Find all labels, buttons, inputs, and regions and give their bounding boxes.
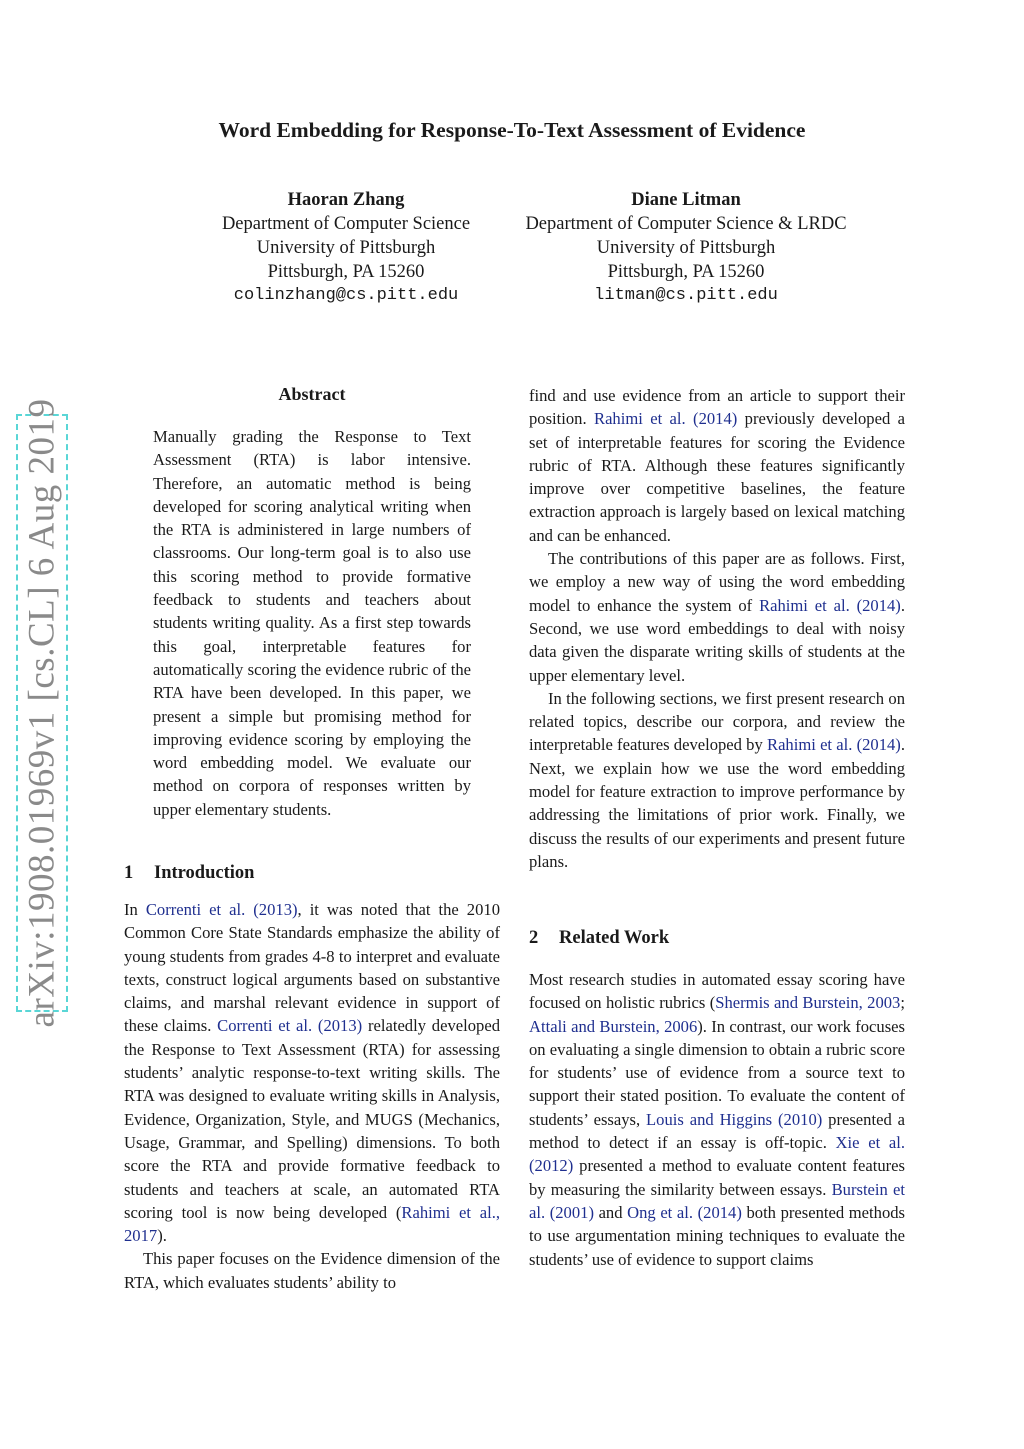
citation-link[interactable]: Ong et al. (2014) (627, 1202, 742, 1222)
text-run: . Next, we explain how we use the word embedding model for feature extraction to improve performance by addressing the limitations of prior work. Finally, we discuss the results of our experiments and present future plans. (529, 735, 905, 871)
section-title: Related Work (559, 928, 670, 948)
citation-link[interactable]: Correnti et al. (2013) (217, 1016, 363, 1036)
text-run: find and use evidence from an article to support their position. (529, 386, 905, 429)
text-run: both presented methods to use argumentation mining techniques to evaluate the students’ use of evidence to support claims (529, 1202, 905, 1269)
left-column-body (124, 898, 500, 1294)
author-university: University of Pittsburgh (596, 238, 776, 258)
citation-link[interactable]: Burstein et al. (2001) (529, 1179, 905, 1222)
citation-link[interactable]: Shermis and Burstein, 2003 (715, 993, 901, 1013)
section-number: 2 (529, 928, 539, 948)
author-email: colinzhang@cs.pitt.edu (233, 286, 459, 305)
section-heading-related-work (529, 928, 669, 949)
citation-link[interactable]: Xie et al. (2012) (529, 1133, 905, 1176)
related-paragraph-1 (529, 968, 905, 1271)
author-name: Haoran Zhang (287, 190, 405, 210)
arxiv-stamp-text: arXiv:1908.01969v1 [cs.CL] 6 Aug 2019 (21, 398, 63, 1028)
author-location: Pittsburgh, PA 15260 (267, 262, 425, 282)
section-title: Introduction (154, 863, 255, 883)
intro-paragraph-2-continued (529, 384, 905, 547)
text-run: ). In contrast, our work focuses on evaluating a single dimension to obtain a rubric score for students’ use of evidence from a source text to support their stated position. To evaluate the content of students’ essays, (529, 1016, 905, 1129)
author-email: litman@cs.pitt.edu (594, 286, 778, 305)
text-run: . Second, we use word embeddings to deal with noisy data given the disparate writing skills of students at the upper elementary level. (529, 595, 905, 685)
right-column-body (529, 384, 905, 873)
author-block-1 (205, 188, 487, 308)
intro-paragraph-4 (529, 687, 905, 873)
text-run: Most research studies in automated essay scoring have focused on holistic rubrics ( (529, 970, 905, 1013)
intro-paragraph-2: This paper focuses on the Evidence dimension of the RTA, which evaluates students’ ability to (124, 1249, 500, 1292)
abstract-body (153, 425, 471, 821)
text-run: The contributions of this paper are as follows. First, we employ a new way of using the word embedding model to enhance the system of (529, 549, 905, 615)
section-heading-introduction (124, 863, 254, 884)
citation-link[interactable]: Rahimi et al., 2017 (124, 1202, 500, 1246)
citation-link[interactable]: Louis and Higgins (2010) (646, 1109, 823, 1129)
citation-link[interactable]: Attali and Burstein, 2006 (529, 1016, 698, 1036)
text-run: ). (157, 1226, 167, 1246)
text-run: and (593, 1202, 628, 1222)
citation-link[interactable]: Rahimi et al. (2014) (594, 409, 738, 429)
citation-link[interactable]: Rahimi et al. (2014) (767, 735, 901, 755)
text-run: previously developed a set of interpretable features for scoring the Evidence rubric of RTA. Although these features significantly improve over competitive baselines, the feature extraction approach is largely based on lexical matching and can be enhanced. (529, 409, 905, 545)
citation-link[interactable]: Correnti et al. (2013) (145, 900, 298, 919)
author-affiliation: Department of Computer Science & LRDC (525, 214, 847, 234)
text-run: relatedly developed the Response to Text Assessment (RTA) for assessing students’ analytic response-to-text writing skills. The RTA was designed to evaluate writing skills in Analysis, Evidence, Organization, Style, and MUGS (Mechanics, Usage, Grammar, and Spelling) dimensions. To both score the RTA and provide formative feedback to students and teachers at scale, an automated RTA scoring tool is now being developed ( (124, 1016, 500, 1222)
related-work-body (529, 968, 905, 1271)
citation-link[interactable]: Rahimi et al. (2014) (759, 595, 901, 615)
text-run: presented a method to detect if an essay is off-topic. (529, 1109, 905, 1153)
author-university: University of Pittsburgh (256, 238, 436, 258)
abstract-text: Manually grading the Response to Text Assessment (RTA) is labor intensive. Therefore, an automatic method is being developed for scoring analytical writing when the RTA is administered in large numbers of classrooms. Our long-term goal is to also use this scoring method to provide formative feedback to students and teachers about students writing quality. As a first step towards this goal, interpretable features for automatically scoring the evidence rubric of the RTA have been developed. In this paper, we present a simple but promising method for improving evidence scoring by employing the word embedding model. We evaluate our method on corpora of responses written by upper elementary students. (153, 427, 471, 819)
text-run: presented a method to evaluate content features by measuring the similarity between essays. (529, 1156, 905, 1199)
author-name: Diane Litman (631, 190, 741, 210)
author-affiliation: Department of Computer Science (221, 214, 471, 234)
intro-paragraph-1 (124, 898, 500, 1247)
abstract-heading: Abstract (278, 384, 346, 404)
intro-paragraph-3 (529, 547, 905, 687)
author-location: Pittsburgh, PA 15260 (607, 262, 765, 282)
arxiv-stamp[interactable] (16, 398, 68, 1028)
text-run: In the following sections, we first present research on related topics, describe our corpora, and review the interpretable features developed by (529, 688, 905, 755)
text-run: , it was noted that the 2010 Common Core State Standards emphasize the ability of young students from grades 4-8 to interpret and evaluate texts, construct logical arguments based on substantive claims, and marshal relevant evidence in support of these claims. (124, 900, 500, 1036)
paper-title: Word Embedding for Response-To-Text Assessment of Evidence (218, 118, 806, 142)
author-block-2 (505, 188, 867, 308)
section-number: 1 (124, 863, 134, 883)
text-run: In (124, 900, 146, 919)
text-run: ; (900, 993, 905, 1013)
